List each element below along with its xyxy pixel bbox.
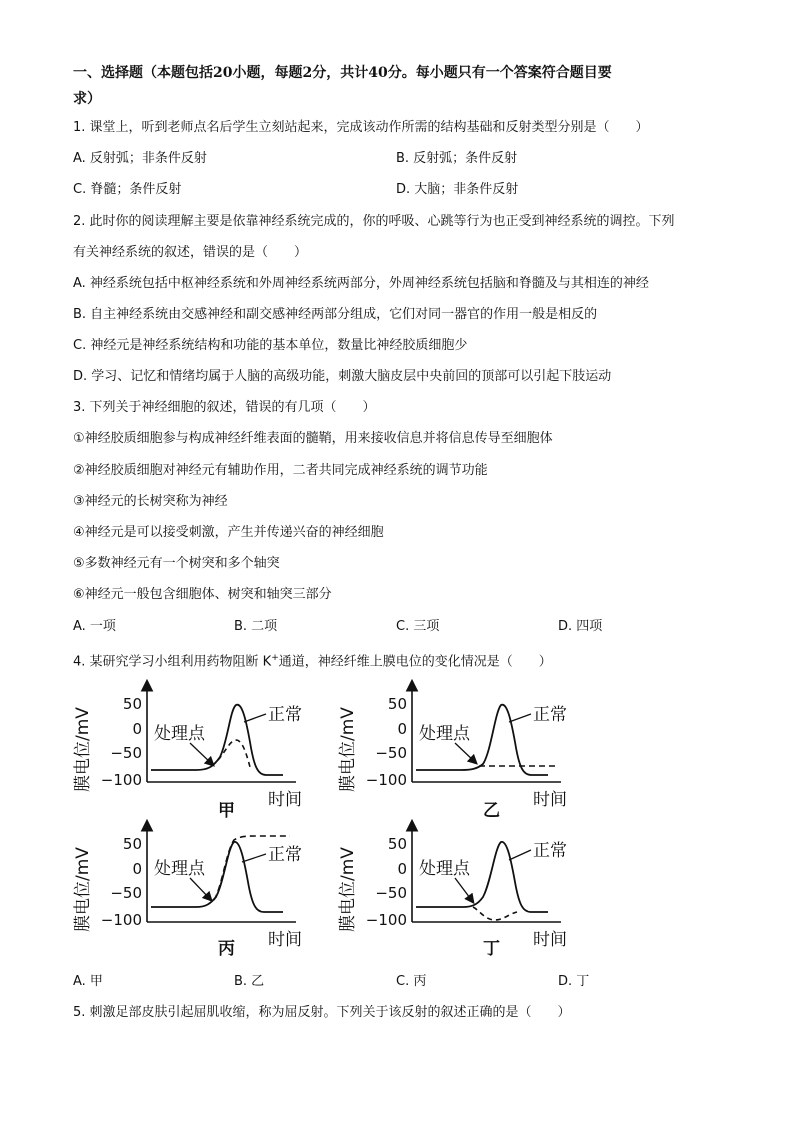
ytick-50: 50	[122, 695, 142, 713]
q4-stem: 4. 某研究学习小组利用药物阻断 K+通道，神经纤维上膜电位的变化情况是（ ）	[73, 653, 552, 670]
graph-name-jia: 甲	[218, 801, 235, 821]
q1-stem: 1. 课堂上，听到老师点名后学生立刻站起来，完成该动作所需的结构基础和反射类型分别是（ ）	[73, 120, 649, 135]
normal-label: 正常	[533, 841, 567, 861]
q2-stem-line2: 有关神经系统的叙述，错误的是（ ）	[73, 245, 308, 260]
treat-arrow	[190, 743, 213, 765]
q4-option-b[interactable]: B. 乙	[234, 974, 265, 989]
treat-label: 处理点	[154, 859, 205, 879]
ytick-neg50: −50	[110, 884, 142, 902]
q3-statement-3: ③神经元的长树突称为神经	[73, 494, 228, 509]
ytick-neg100: −100	[365, 771, 407, 789]
ytick-50: 50	[387, 835, 407, 853]
treat-arrow	[455, 743, 476, 763]
treat-arrow	[455, 878, 473, 902]
ytick-0: 0	[397, 720, 407, 738]
q1-option-a[interactable]: A. 反射弧；非条件反射	[73, 151, 207, 166]
graph-name-bing: 丙	[218, 939, 235, 959]
q4-option-a[interactable]: A. 甲	[73, 974, 103, 989]
normal-pointer	[509, 714, 531, 722]
ylabel: 膜电位/mV	[338, 847, 358, 932]
xlabel: 时间	[268, 930, 302, 950]
section-title-line1: 一、选择题（本题包括20小题，每题2分，共计40分。每小题只有一个答案符合题目要	[73, 65, 612, 81]
ylabel: 膜电位/mV	[338, 707, 358, 792]
xlabel: 时间	[533, 790, 567, 810]
q3-statement-6: ⑥神经元一般包含细胞体、树突和轴突三部分	[73, 587, 332, 602]
q2-option-c[interactable]: C. 神经元是神经系统结构和功能的基本单位，数量比神经胶质细胞少	[73, 338, 468, 353]
ytick-neg100: −100	[100, 911, 142, 929]
normal-label: 正常	[533, 705, 567, 725]
ylabel: 膜电位/mV	[73, 847, 93, 932]
normal-pointer	[242, 854, 266, 862]
ytick-neg50: −50	[110, 744, 142, 762]
normal-label: 正常	[268, 705, 302, 725]
section-title-line2: 求）	[73, 91, 101, 107]
q3-statement-5: ⑤多数神经元有一个树突和多个轴突	[73, 556, 280, 571]
treat-label: 处理点	[419, 859, 470, 879]
q4-option-c[interactable]: C. 丙	[396, 974, 427, 989]
treated-curve	[473, 907, 517, 920]
q2-option-d[interactable]: D. 学习、记忆和情绪均属于人脑的高级功能，刺激大脑皮层中央前回的顶部可以引起下肢运动	[73, 369, 612, 384]
q4-figure	[68, 672, 588, 962]
graph-name-yi: 乙	[483, 801, 500, 821]
q1-option-c[interactable]: C. 脊髓；条件反射	[73, 182, 182, 197]
graph-yi	[338, 682, 567, 821]
graph-bing	[73, 822, 302, 959]
q2-stem-line1: 2. 此时你的阅读理解主要是依靠神经系统完成的，你的呼吸、心跳等行为也正受到神经系统的调控。下列	[73, 214, 675, 229]
ytick-0: 0	[397, 860, 407, 878]
treat-label: 处理点	[419, 724, 470, 744]
xlabel: 时间	[533, 930, 567, 950]
q3-option-c[interactable]: C. 三项	[396, 619, 440, 634]
q3-option-a[interactable]: A. 一项	[73, 619, 116, 634]
ylabel: 膜电位/mV	[73, 707, 93, 792]
normal-pointer	[509, 850, 531, 860]
q1-option-d[interactable]: D. 大脑；非条件反射	[396, 182, 519, 197]
treat-label: 处理点	[154, 724, 205, 744]
q3-option-b[interactable]: B. 二项	[234, 619, 278, 634]
ytick-neg100: −100	[365, 911, 407, 929]
q4-option-d[interactable]: D. 丁	[558, 974, 590, 989]
q2-option-a[interactable]: A. 神经系统包括中枢神经系统和外周神经系统两部分，外周神经系统包括脑和脊髓及与其相连的神经	[73, 276, 649, 291]
ytick-50: 50	[387, 695, 407, 713]
treat-arrow	[190, 878, 211, 900]
q1-option-b[interactable]: B. 反射弧；条件反射	[396, 151, 518, 166]
q3-statement-4: ④神经元是可以接受刺激，产生并传递兴奋的神经细胞	[73, 525, 384, 540]
treated-curve	[218, 740, 250, 767]
q5-stem: 5. 刺激足部皮肤引起屈肌收缩，称为屈反射。下列关于该反射的叙述正确的是（ ）	[73, 1005, 571, 1020]
q2-option-b[interactable]: B. 自主神经系统由交感神经和副交感神经两部分组成，它们对同一器官的作用一般是相反的	[73, 307, 598, 322]
ytick-neg100: −100	[100, 771, 142, 789]
graph-jia	[73, 682, 302, 821]
xlabel: 时间	[268, 790, 302, 810]
q3-stem: 3. 下列关于神经细胞的叙述，错误的有几项（ ）	[73, 400, 376, 415]
q3-statement-2: ②神经胶质细胞对神经元有辅助作用，二者共同完成神经系统的调节功能	[73, 463, 488, 478]
ytick-0: 0	[132, 720, 142, 738]
ytick-50: 50	[122, 835, 142, 853]
q3-option-d[interactable]: D. 四项	[558, 619, 603, 634]
q3-statement-1: ①神经胶质细胞参与构成神经纤维表面的髓鞘，用来接收信息并将信息传导至细胞体	[73, 431, 553, 446]
ytick-0: 0	[132, 860, 142, 878]
graph-name-ding: 丁	[483, 939, 500, 959]
ytick-neg50: −50	[375, 744, 407, 762]
ytick-neg50: −50	[375, 884, 407, 902]
normal-pointer	[244, 714, 266, 722]
normal-label: 正常	[268, 845, 302, 865]
graph-ding	[338, 822, 567, 959]
